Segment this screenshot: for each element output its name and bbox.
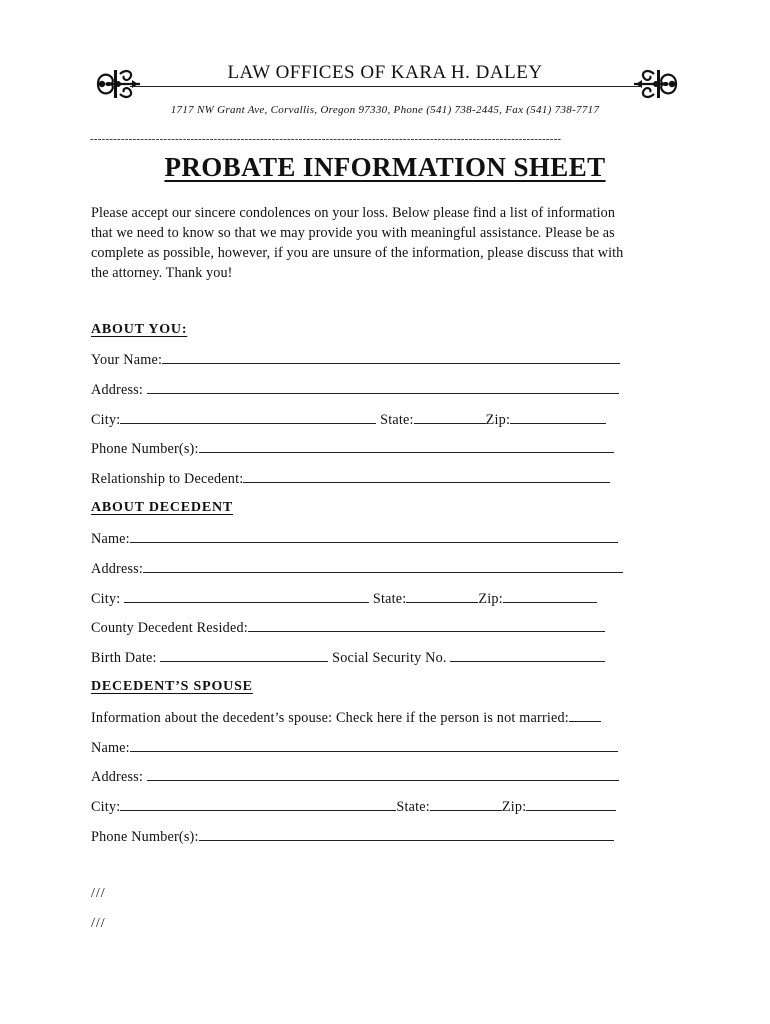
firm-address: 1717 NW Grant Ave, Corvallis, Oregon 97330, Phone (541) 738-2445, Fax (541) 738-7717 [170, 104, 600, 116]
relationship-field[interactable] [91, 470, 671, 488]
decedent-city-input-line[interactable] [124, 590, 369, 603]
decedent-state-input-line[interactable] [406, 590, 478, 603]
birth-date-input-line[interactable] [160, 649, 328, 662]
spouse-phone-input-line[interactable] [199, 828, 614, 841]
relationship-input-line[interactable] [243, 470, 610, 483]
not-married-check-line[interactable] [569, 709, 601, 722]
section-heading-about-you: ABOUT YOU: [91, 322, 188, 337]
your-phone-input-line[interactable] [199, 440, 614, 453]
intro-paragraph: Please accept our sincere condolences on your loss. Below please find a list of information that we need to know so that we may provide you with meaningful assistance. Please be as complete as possible, however, if you are unsure of the information, please discuss that with the attorney. Thank you! [91, 205, 624, 281]
field-label: Address: [91, 769, 144, 785]
spouse-name-input-line[interactable] [130, 739, 618, 752]
field-label: Relationship to Decedent: [91, 471, 244, 487]
field-label: Phone Number(s): [91, 441, 199, 457]
field-label: Birth Date: [91, 650, 157, 666]
decedent-address-field[interactable] [91, 560, 671, 578]
your-zip-input-line[interactable] [510, 411, 606, 424]
your-phone-field[interactable] [91, 440, 671, 458]
your-city-state-zip-field[interactable] [91, 411, 671, 429]
continuation-marker: /// [91, 886, 106, 901]
spouse-city-state-zip-field[interactable] [91, 798, 671, 816]
field-label: Zip: [478, 591, 503, 607]
dashed-divider: -------------------------------------------------------------------------------------------------------------------------- [90, 133, 562, 145]
field-label: Address: [91, 561, 144, 577]
field-label: City: [91, 799, 121, 815]
field-label: State: [372, 591, 407, 607]
continuation-marker: /// [91, 916, 106, 931]
ssn-input-line[interactable] [450, 649, 605, 662]
field-label: County Decedent Resided: [91, 620, 248, 636]
field-label: Information about the decedent’s spouse: Check here if the person is not married: [91, 710, 569, 726]
page-title [90, 152, 680, 183]
spouse-city-input-line[interactable] [120, 798, 396, 811]
field-label: State: [380, 412, 414, 428]
decedent-name-input-line[interactable] [130, 530, 618, 543]
field-label: Address: [91, 382, 144, 398]
your-state-input-line[interactable] [414, 411, 486, 424]
birth-ssn-field[interactable] [91, 649, 671, 667]
county-input-line[interactable] [248, 619, 605, 632]
page-title-text: PROBATE INFORMATION SHEET [164, 152, 606, 182]
your-name-input-line[interactable] [162, 351, 620, 364]
spouse-state-input-line[interactable] [430, 798, 502, 811]
firm-name: LAW OFFICES OF KARA H. DALEY [227, 62, 543, 83]
header-rule [130, 86, 640, 87]
field-label: City: [91, 412, 121, 428]
spouse-zip-input-line[interactable] [526, 798, 616, 811]
your-city-input-line[interactable] [120, 411, 376, 424]
decedent-city-state-zip-field[interactable] [91, 590, 671, 608]
decedent-name-field[interactable] [91, 530, 671, 548]
fleur-scroll-ornament-icon [92, 64, 142, 104]
your-address-field[interactable] [91, 381, 671, 399]
section-heading-about-decedent: ABOUT DECEDENT [91, 500, 234, 515]
decedent-zip-input-line[interactable] [503, 590, 597, 603]
field-label: Zip: [501, 799, 527, 815]
fleur-scroll-ornament-icon [632, 64, 682, 104]
county-field[interactable] [91, 619, 671, 637]
field-label: Name: [91, 740, 130, 756]
field-label: Social Security No. [332, 650, 447, 666]
field-label: State: [396, 799, 430, 815]
spouse-address-field[interactable] [91, 768, 671, 786]
field-label: City: [91, 591, 121, 607]
field-label: Name: [91, 531, 130, 547]
field-label: Your Name: [91, 352, 163, 368]
section-heading-spouse: DECEDENT’S SPOUSE [91, 679, 253, 694]
spouse-phone-field[interactable] [91, 828, 671, 846]
your-address-input-line[interactable] [147, 381, 619, 394]
your-name-field[interactable] [91, 351, 671, 369]
spouse-name-field[interactable] [91, 739, 671, 757]
field-label: Zip: [485, 412, 511, 428]
decedent-address-input-line[interactable] [143, 560, 623, 573]
spouse-address-input-line[interactable] [147, 768, 619, 781]
field-label: Phone Number(s): [91, 829, 199, 845]
not-married-check-field[interactable] [91, 709, 671, 727]
